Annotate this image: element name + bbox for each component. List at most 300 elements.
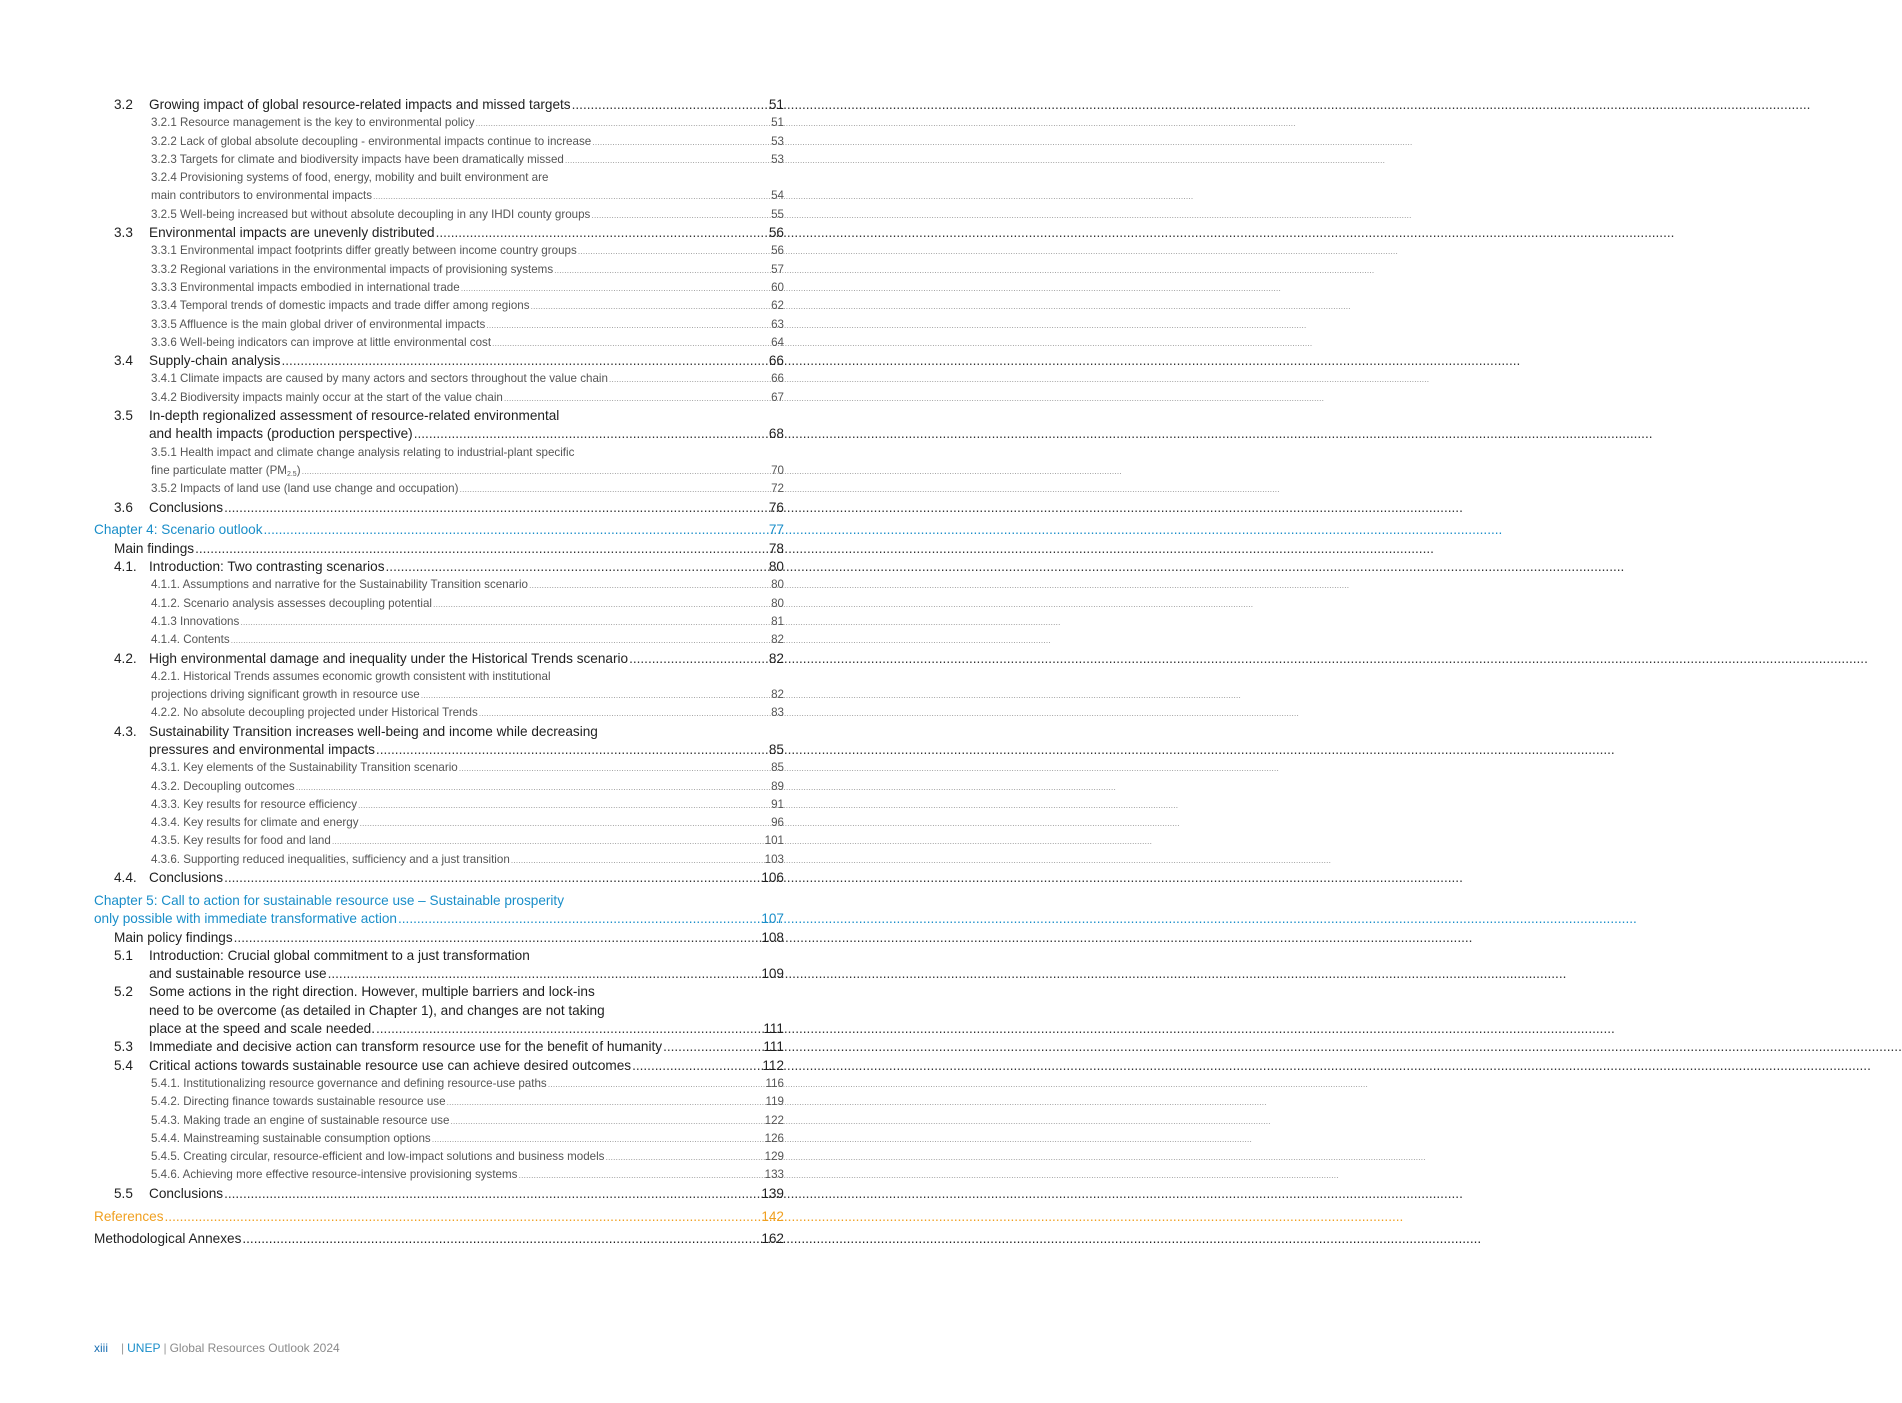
- toc-page-number: 85: [768, 741, 784, 757]
- dot-leader: [591, 206, 770, 224]
- toc-entry-text: projections driving significant growth in resource use: [151, 688, 420, 702]
- toc-page-number: 53: [771, 152, 784, 166]
- toc-page-number: 81: [771, 614, 784, 628]
- toc-page-number: 56: [768, 225, 784, 241]
- toc-entry-title: [94, 650, 628, 668]
- toc-entry-text: and sustainable resource use: [149, 966, 327, 982]
- toc-entry-title: [94, 892, 564, 910]
- toc-entry-title: [94, 279, 460, 297]
- toc-entry-title: [94, 261, 553, 279]
- toc-entry-title: [94, 352, 280, 370]
- dot-leader: [332, 832, 764, 850]
- toc-entry-title: [94, 1112, 449, 1130]
- toc-subsection-entry[interactable]: [94, 444, 784, 462]
- toc-entry-text: 3.2.1 Resource management is the key to environmental policy: [151, 116, 475, 130]
- toc-entry-text: 5.4.5. Creating circular, resource-efficient and low-impact solutions and business models: [151, 1150, 605, 1164]
- toc-entry-number: 4.4.: [114, 870, 137, 886]
- dot-leader: [234, 929, 761, 947]
- toc-subsection-entry[interactable]: [94, 1093, 784, 1111]
- dot-leader: [459, 480, 770, 498]
- dot-leader: [281, 352, 767, 370]
- toc-entry-number: 3.2: [114, 97, 133, 112]
- toc-entry-text: 4.3.3. Key results for resource efficiency: [151, 797, 357, 811]
- toc-page-number: 60: [771, 280, 784, 294]
- toc-page-number: 66: [771, 372, 784, 386]
- toc-section-entry[interactable]: [94, 929, 784, 947]
- toc-entry-number: 5.1: [114, 947, 133, 963]
- toc-page-number: 68: [768, 426, 784, 442]
- dot-leader: [373, 187, 770, 205]
- toc-entry-title: [94, 686, 420, 704]
- toc-chapter-entry[interactable]: [94, 910, 784, 928]
- toc-entry-number: 5.3: [114, 1039, 133, 1055]
- toc-subsection-entry[interactable]: [94, 576, 784, 594]
- toc-entry-title: [94, 723, 598, 741]
- toc-entry-text: 4.2.2. No absolute decoupling projected under Historical Trends: [151, 706, 478, 720]
- toc-page-number: 91: [771, 797, 784, 811]
- dot-leader: [195, 540, 768, 558]
- toc-entry-title: [94, 613, 239, 631]
- toc-subsection-entry[interactable]: [94, 169, 784, 187]
- toc-entry-text: Chapter 5: Call to action for sustainable resource use – Sustainable prosperity: [94, 892, 564, 908]
- toc-section-entry[interactable]: [94, 96, 784, 114]
- toc-entry-number: 3.4: [114, 353, 133, 369]
- toc-subsection-entry[interactable]: [94, 704, 784, 722]
- toc-subsection-entry[interactable]: [94, 778, 784, 796]
- toc-section-entry[interactable]: [94, 407, 784, 425]
- toc-entry-title: [94, 869, 223, 887]
- toc-entry-text: Critical actions towards sustainable resource use can achieve desired outcomes: [149, 1057, 632, 1073]
- toc-page-number: 82: [771, 688, 784, 702]
- toc-entry-text: Some actions in the right direction. However, multiple barriers and lock-ins: [149, 984, 595, 1000]
- toc-entry-text: pressures and environmental impacts: [149, 741, 375, 757]
- toc-subsection-entry[interactable]: [94, 187, 784, 205]
- toc-entry-title: [94, 540, 194, 558]
- dot-leader: [436, 224, 768, 242]
- toc-entry-text: In-depth regionalized assessment of resource-related environmental: [149, 408, 560, 424]
- toc-page-number: 142: [761, 1208, 784, 1224]
- toc-entry-text: 3.4.2 Biodiversity impacts mainly occur at the start of the value chain: [151, 390, 503, 404]
- toc-entry-number: 4.3.: [114, 723, 137, 739]
- toc-entry-title: [94, 1130, 431, 1148]
- dot-leader: [231, 631, 770, 649]
- toc-subsection-entry[interactable]: [94, 595, 784, 613]
- toc-entry-title: [94, 1230, 241, 1248]
- toc-subsection-entry[interactable]: [94, 242, 784, 260]
- toc-entry-text: 3.3.5 Affluence is the main global driver of environmental impacts: [151, 317, 486, 331]
- toc-entry-text: 3.5.1 Health impact and climate change analysis relating to industrial-plant specific: [151, 445, 575, 459]
- toc-page-number: 63: [771, 317, 784, 331]
- toc-chapter-entry[interactable]: [94, 892, 784, 910]
- toc-entry-title: [94, 389, 503, 407]
- toc-entry-title: [94, 206, 590, 224]
- dot-leader: [504, 389, 770, 407]
- toc-page-number: 108: [761, 929, 784, 945]
- dot-leader: [414, 425, 768, 443]
- toc-entry-number: 3.6: [114, 499, 133, 515]
- toc-entry-title: [94, 169, 548, 187]
- toc-section-entry[interactable]: [94, 540, 784, 558]
- toc-subsection-entry[interactable]: [94, 814, 784, 832]
- toc-section-entry[interactable]: [94, 1002, 784, 1020]
- toc-page-number: 51: [768, 97, 784, 112]
- toc-page-number: 66: [768, 353, 784, 369]
- toc-section-entry[interactable]: [94, 224, 784, 242]
- dot-leader: [398, 910, 760, 928]
- toc-entry-title: [94, 187, 372, 205]
- toc-entry-title: [94, 1208, 164, 1226]
- dot-leader: [492, 334, 770, 352]
- toc-page-number: 101: [764, 834, 784, 848]
- toc-section-entry[interactable]: [94, 352, 784, 370]
- toc-page-number: 54: [771, 189, 784, 203]
- toc-entry-text: place at the speed and scale needed.: [149, 1021, 375, 1037]
- toc-page-number: 82: [768, 650, 784, 666]
- toc-entry-text: 5.4.2. Directing finance towards sustainable resource use: [151, 1095, 446, 1109]
- toc-section-entry[interactable]: [94, 558, 784, 576]
- toc-entry-text: Conclusions: [149, 870, 224, 886]
- toc-entry-text: Supply-chain analysis: [149, 353, 281, 369]
- toc-entry-text-tail: ): [296, 463, 301, 477]
- toc-entry-text: 4.3.2. Decoupling outcomes: [151, 779, 295, 793]
- toc-entry-text: Introduction: Crucial global commitment to a just transformation: [149, 947, 530, 963]
- toc-section-entry[interactable]: [94, 425, 784, 443]
- toc-entry-text: 4.1.3 Innovations: [151, 614, 240, 628]
- toc-subsection-entry[interactable]: [94, 851, 784, 869]
- toc-entry-number: 5.5: [114, 1185, 133, 1201]
- dot-leader: [264, 521, 768, 539]
- toc-page-number: 78: [768, 540, 784, 556]
- toc-subsection-entry[interactable]: [94, 631, 784, 649]
- dot-leader: [450, 1112, 763, 1130]
- toc-entry-title: [94, 151, 564, 169]
- toc-subsection-entry[interactable]: [94, 133, 784, 151]
- toc-subsection-entry[interactable]: [94, 206, 784, 224]
- dot-leader: [663, 1038, 762, 1056]
- toc-entry-text: High environmental damage and inequality under the Historical Trends scenario: [149, 650, 629, 666]
- toc-page-number: 70: [771, 463, 784, 477]
- toc-entry-text: Main policy findings: [114, 929, 233, 945]
- toc-entry-title: [94, 1075, 547, 1093]
- toc-entry-title: [94, 1038, 662, 1056]
- toc-entry-text: 3.3.1 Environmental impact footprints differ greatly between income country groups: [151, 244, 577, 258]
- toc-entry-text: 3.2.3 Targets for climate and biodiversity impacts have been dramatically missed: [151, 152, 564, 166]
- toc-entry-text: 4.1.2. Scenario analysis assesses decoupling potential: [151, 596, 433, 610]
- toc-entry-title: [94, 370, 608, 388]
- dot-leader: [461, 279, 770, 297]
- toc-entry-text: 3.3.2 Regional variations in the environmental impacts of provisioning systems: [151, 262, 554, 276]
- toc-entry-title: [94, 1185, 223, 1203]
- toc-entry-number: 5.4: [114, 1057, 133, 1073]
- subscript: 2.5: [286, 470, 297, 478]
- toc-entry-number: 3.5: [114, 408, 133, 424]
- toc-subsection-entry[interactable]: [94, 1166, 784, 1184]
- toc-subsection-entry[interactable]: [94, 1148, 784, 1166]
- toc-section-entry[interactable]: [94, 1038, 784, 1056]
- dot-leader: [479, 704, 770, 722]
- toc-page-number: 112: [762, 1057, 784, 1073]
- dot-leader: [609, 370, 770, 388]
- toc-subsection-entry[interactable]: [94, 668, 784, 686]
- toc-entry-title: [94, 425, 413, 443]
- toc-page-number: 72: [771, 482, 784, 496]
- toc-page-number: 82: [771, 633, 784, 647]
- dot-leader: [360, 814, 771, 832]
- dot-leader: [605, 1148, 763, 1166]
- toc-page-number: 53: [771, 134, 784, 148]
- toc-entry-number: 4.2.: [114, 650, 137, 666]
- toc-subsection-entry[interactable]: [94, 370, 784, 388]
- toc-entry-text: 3.4.1 Climate impacts are caused by many actors and sectors throughout the value chain: [151, 372, 608, 386]
- dot-leader: [518, 1166, 763, 1184]
- toc-section-entry[interactable]: [94, 1185, 784, 1203]
- toc-entry-text: need to be overcome (as detailed in Chapter 1), and changes are not taking: [149, 1002, 605, 1018]
- toc-entry-number: 4.1.: [114, 559, 137, 575]
- toc-entry-text: 4.3.6. Supporting reduced inequalities, sufficiency and a just transition: [151, 852, 510, 866]
- toc-entry-title: [94, 983, 595, 1001]
- dot-leader: [302, 462, 771, 480]
- toc-subsection-entry[interactable]: [94, 832, 784, 850]
- toc-entry-text: 5.4.6. Achieving more effective resource-intensive provisioning systems: [151, 1168, 518, 1182]
- toc-entry-text: 5.4.4. Mainstreaming sustainable consumption options: [151, 1131, 431, 1145]
- toc-subsection-entry[interactable]: [94, 686, 784, 704]
- toc-entry-text: 4.1.4. Contents: [151, 633, 230, 647]
- dot-leader: [376, 741, 768, 759]
- dot-leader: [447, 1093, 765, 1111]
- toc-page-number: 103: [764, 852, 784, 866]
- toc-entry-text: Environmental impacts are unevenly distributed: [149, 225, 435, 241]
- toc-entry-number: 5.2: [114, 984, 133, 1000]
- toc-page-number: 139: [761, 1185, 784, 1201]
- toc-entry-text: Conclusions: [149, 499, 224, 515]
- toc-section-entry[interactable]: [94, 869, 784, 887]
- toc-page-number: 76: [768, 499, 784, 515]
- dot-leader: [486, 316, 770, 334]
- dot-leader: [572, 96, 768, 114]
- toc-entry-title: [94, 929, 233, 947]
- toc-entry-title: [94, 407, 559, 425]
- dot-leader: [592, 133, 770, 151]
- toc-page-number: 85: [771, 761, 784, 775]
- toc-entry-text: Immediate and decisive action can transform resource use for the benefit of humanity: [149, 1039, 663, 1055]
- dot-leader: [296, 778, 770, 796]
- toc-entry-title: [94, 133, 591, 151]
- toc-subsection-entry[interactable]: [94, 796, 784, 814]
- dot-leader: [224, 869, 760, 887]
- toc-entry-text: Conclusions: [149, 1185, 224, 1201]
- toc-entry-title: [94, 741, 375, 759]
- toc-entry-title: [94, 1166, 517, 1184]
- toc-chapter-entry[interactable]: [94, 1230, 784, 1248]
- toc-section-entry[interactable]: [94, 1057, 784, 1075]
- toc-subsection-entry[interactable]: [94, 480, 784, 498]
- toc-entry-text: 3.2.4 Provisioning systems of food, energy, mobility and built environment are: [151, 171, 549, 185]
- toc-subsection-entry[interactable]: [94, 613, 784, 631]
- toc-entry-title: [94, 704, 478, 722]
- toc-section-entry[interactable]: [94, 499, 784, 517]
- dot-leader: [632, 1057, 761, 1075]
- dot-leader: [432, 1130, 764, 1148]
- toc-entry-title: [94, 1002, 605, 1020]
- toc-page-number: 162: [761, 1231, 784, 1247]
- toc-chapter-entry[interactable]: [94, 521, 784, 539]
- footer-separator: |: [121, 1341, 125, 1355]
- toc-subsection-entry[interactable]: [94, 1075, 784, 1093]
- toc-page-number: 129: [764, 1150, 784, 1164]
- toc-entry-title: [94, 595, 432, 613]
- toc-entry-text: 4.3.1. Key elements of the Sustainability Transition scenario: [151, 761, 458, 775]
- page-number: xiii: [94, 1341, 108, 1355]
- toc-subsection-entry[interactable]: [94, 462, 784, 480]
- toc-subsection-entry[interactable]: [94, 279, 784, 297]
- toc-entry-title: [94, 576, 528, 594]
- toc-entry-title: [94, 297, 530, 315]
- dot-leader: [386, 558, 768, 576]
- toc-entry-text: 3.3.3 Environmental impacts embodied in international trade: [151, 280, 460, 294]
- toc-entry-text: 3.3.6 Well-being indicators can improve at little environmental cost: [151, 335, 492, 349]
- toc-page-number: 126: [764, 1131, 784, 1145]
- toc-entry-text: Growing impact of global resource-related impacts and missed targets: [149, 97, 571, 112]
- toc-entry-title: [94, 444, 574, 462]
- toc-entry-text: Introduction: Two contrasting scenarios: [149, 559, 385, 575]
- toc-entry-title: [94, 96, 571, 114]
- toc-entry-text: main contributors to environmental impacts: [151, 189, 373, 203]
- toc-chapter-entry[interactable]: [94, 1208, 784, 1226]
- toc-page-number: 133: [764, 1168, 784, 1182]
- toc-subsection-entry[interactable]: [94, 389, 784, 407]
- toc-page-number: 51: [771, 116, 784, 130]
- toc-section-entry[interactable]: [94, 723, 784, 741]
- footer-separator: |: [163, 1341, 167, 1355]
- toc-entry-text: 3.5.2 Impacts of land use (land use change and occupation): [151, 482, 459, 496]
- toc-entry-text: 3.2.2 Lack of global absolute decoupling - environmental impacts continue to increase: [151, 134, 592, 148]
- toc-subsection-entry[interactable]: [94, 1130, 784, 1148]
- dot-leader: [529, 576, 770, 594]
- toc-entry-text: and health impacts (production perspective): [149, 426, 413, 442]
- toc-subsection-entry[interactable]: [94, 316, 784, 334]
- toc-section-entry[interactable]: [94, 983, 784, 1001]
- dot-leader: [240, 613, 770, 631]
- toc-page-number: 111: [763, 1039, 784, 1055]
- toc-page-number: 80: [771, 578, 784, 592]
- toc-entry-text: Main findings: [114, 540, 195, 556]
- dot-leader: [548, 1075, 765, 1093]
- toc-page-number: 89: [771, 779, 784, 793]
- toc-page-number: 67: [771, 390, 784, 404]
- toc-entry-text: only possible with immediate transformative action: [94, 911, 397, 927]
- toc-section-entry[interactable]: [94, 947, 784, 965]
- dot-leader: [242, 1230, 760, 1248]
- toc-entry-text: 4.3.5. Key results for food and land: [151, 834, 331, 848]
- dot-leader: [224, 1185, 760, 1203]
- toc-section-entry[interactable]: [94, 650, 784, 668]
- dot-leader: [578, 242, 770, 260]
- toc-entry-text: References: [94, 1208, 164, 1224]
- toc-entry-title: [94, 1093, 446, 1111]
- footer-title: Global Resources Outlook 2024: [169, 1341, 340, 1355]
- dot-leader: [554, 261, 770, 279]
- dot-leader: [358, 796, 770, 814]
- toc-subsection-entry[interactable]: [94, 334, 784, 352]
- toc-entry-title: [94, 947, 530, 965]
- toc-page-number: 119: [765, 1095, 784, 1109]
- toc-entry-text: Methodological Annexes: [94, 1231, 242, 1247]
- toc-page-number: 77: [768, 522, 784, 538]
- toc-subsection-entry[interactable]: [94, 1112, 784, 1130]
- toc-subsection-entry[interactable]: [94, 759, 784, 777]
- dot-leader: [421, 686, 770, 704]
- toc-entry-title: [94, 558, 385, 576]
- toc-subsection-entry[interactable]: [94, 114, 784, 132]
- toc-entry-text: 4.1.1. Assumptions and narrative for the Sustainability Transition scenario: [151, 578, 528, 592]
- toc-entry-title: [94, 480, 458, 498]
- toc-entry-title: [94, 796, 357, 814]
- toc-entry-number: 3.3: [114, 225, 133, 241]
- dot-leader: [511, 851, 764, 869]
- toc-entry-title: [94, 224, 435, 242]
- toc-page-number: 96: [771, 816, 784, 830]
- toc-subsection-entry[interactable]: [94, 151, 784, 169]
- toc-entry-title: [94, 631, 230, 649]
- toc-page-number: 55: [771, 207, 784, 221]
- toc-page-number: 62: [771, 299, 784, 313]
- toc-page-number: 109: [761, 966, 784, 982]
- toc-entry-title: [94, 114, 475, 132]
- dot-leader: [459, 759, 770, 777]
- dot-leader: [476, 114, 771, 132]
- toc-entry-title: [94, 316, 485, 334]
- page-footer: [94, 1341, 340, 1355]
- toc-page-number: 80: [768, 559, 784, 575]
- toc-entry-text: 3.2.5 Well-being increased but without absolute decoupling in any IHDI county groups: [151, 207, 591, 221]
- toc-page-number: 107: [761, 911, 784, 927]
- toc-entry-text: 3.3.4 Temporal trends of domestic impacts and trade differ among regions: [151, 299, 530, 313]
- dot-leader: [531, 297, 771, 315]
- toc-entry-text: 5.4.3. Making trade an engine of sustainable resource use: [151, 1113, 450, 1127]
- toc-entry-title: [94, 851, 510, 869]
- toc-page-number: 116: [765, 1076, 784, 1090]
- toc-entry-text: 4.3.4. Key results for climate and energy: [151, 816, 359, 830]
- toc-page-number: 80: [771, 596, 784, 610]
- toc-page-number: 83: [771, 706, 784, 720]
- toc-entry-title: [94, 521, 263, 539]
- toc-entry-title: [94, 832, 331, 850]
- toc-entry-text: Chapter 4: Scenario outlook: [94, 522, 263, 538]
- toc-section-entry[interactable]: [94, 965, 784, 983]
- toc-page-number: 57: [771, 262, 784, 276]
- toc-subsection-entry[interactable]: [94, 261, 784, 279]
- toc-subsection-entry[interactable]: [94, 297, 784, 315]
- dot-leader: [433, 595, 770, 613]
- toc-section-entry[interactable]: [94, 741, 784, 759]
- dot-leader: [376, 1020, 762, 1038]
- toc-entry-title: [94, 778, 295, 796]
- toc-entry-text: Sustainability Transition increases well-being and income while decreasing: [149, 723, 598, 739]
- toc-section-entry[interactable]: [94, 1020, 784, 1038]
- dot-leader: [328, 965, 761, 983]
- toc-entry-title: [94, 499, 223, 517]
- toc-entry-text: 4.2.1. Historical Trends assumes economic growth consistent with institutional: [151, 669, 551, 683]
- toc-entry-text: 5.4.1. Institutionalizing resource governance and defining resource-use paths: [151, 1076, 547, 1090]
- toc-entry-title: [94, 1020, 375, 1038]
- footer-org: UNEP: [127, 1341, 161, 1355]
- toc-page-number: 111: [763, 1021, 784, 1037]
- dot-leader: [224, 499, 768, 517]
- toc-entry-title: [94, 334, 491, 352]
- table-of-contents: [94, 96, 784, 1249]
- toc-entry-title: [94, 1148, 604, 1166]
- toc-entry-title: [94, 668, 551, 686]
